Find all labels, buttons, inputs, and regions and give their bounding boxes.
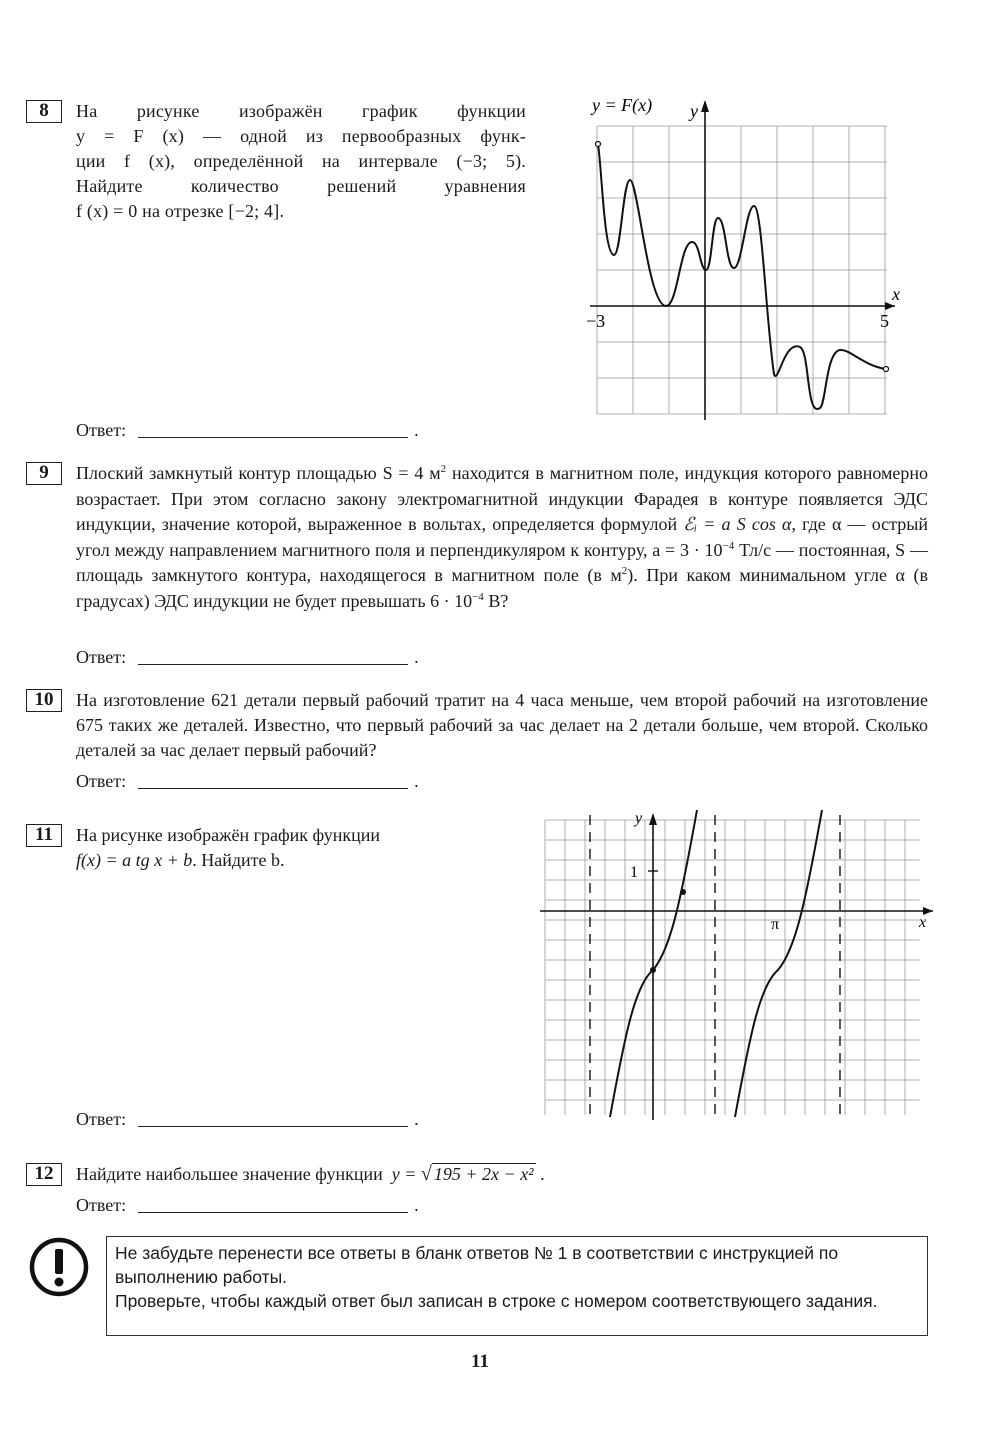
task-11-asymptotes bbox=[590, 815, 840, 1120]
task-12-prompt: Найдите наибольшее значение функции bbox=[76, 1164, 383, 1184]
answer-row-12 bbox=[76, 1193, 419, 1218]
task-11-text bbox=[76, 823, 476, 873]
task-12-formula-end: . bbox=[540, 1164, 545, 1184]
task-8-line-5: f (x) = 0 на отрезке [−2; 4]. bbox=[76, 201, 285, 221]
task-8-tick-5: 5 bbox=[880, 311, 889, 331]
answer-row-8 bbox=[76, 418, 419, 443]
answer-field-11[interactable] bbox=[138, 1108, 408, 1127]
task-9-sup-c: −4 bbox=[722, 539, 735, 552]
task-9-formula: ℰᵢ = a S cos α bbox=[683, 514, 792, 534]
task-number-8: 8 bbox=[26, 100, 62, 123]
task-11-branch-right bbox=[735, 810, 822, 1117]
task-8-graph-title: y = F(x) bbox=[592, 95, 653, 115]
task-11-tick-pi: π bbox=[771, 916, 780, 933]
task-8-grid bbox=[597, 126, 887, 414]
answer-end-11: . bbox=[414, 1109, 419, 1129]
task-10-paragraph: На изготовление 621 детали первый рабочий тратит на 4 часа меньше, чем второй рабочий на изготовление 675 таких же деталей. Известно, что первый рабочий за час делает на 2 детали больше, чем второй. Сколько деталей за час делает первый рабочий? bbox=[76, 690, 928, 760]
answer-label-12: Ответ: bbox=[76, 1195, 127, 1215]
task-9-text bbox=[76, 461, 928, 614]
task-10-text bbox=[76, 688, 928, 763]
answer-label-9: Ответ: bbox=[76, 647, 127, 667]
answer-row-11 bbox=[76, 1107, 419, 1132]
task-11-line-2-end: . Найдите b. bbox=[192, 850, 285, 870]
task-11-tick-1: 1 bbox=[630, 864, 638, 881]
task-number-11: 11 bbox=[26, 824, 62, 847]
page-number: 11 bbox=[471, 1351, 489, 1372]
task-9-part-d: Тл/с — постоянная, S — площадь замкнутого контура, находящегося в магнитном поле (в м bbox=[76, 539, 928, 585]
task-9-sup-a: 2 bbox=[440, 463, 447, 475]
task-8-open-point-right bbox=[884, 367, 889, 372]
task-8-line-1: На рисунке изображён график функции bbox=[76, 101, 526, 121]
task-8-y-arrow-icon bbox=[701, 100, 709, 112]
answer-end-8: . bbox=[414, 420, 419, 440]
task-11-point-intercept bbox=[650, 967, 656, 973]
task-8-line-4: Найдите количество решений уравнения bbox=[76, 176, 526, 196]
task-8-curve bbox=[598, 144, 886, 409]
task-12-text: Найдите наибольшее значение функции y = √ 195 + 2x − x² . bbox=[76, 1163, 545, 1185]
task-number-12: 12 bbox=[26, 1163, 62, 1186]
task-11-line-1: На рисунке изображён график функции bbox=[76, 825, 381, 845]
task-9-sup-d: 2 bbox=[621, 565, 628, 577]
answer-end-12: . bbox=[414, 1195, 419, 1215]
note-line-2: Проверьте, чтобы каждый ответ был записан в строке с номером соответствующего задания. bbox=[115, 1291, 878, 1311]
task-12-formula-left: y = bbox=[391, 1164, 421, 1184]
task-8-y-label: y bbox=[690, 101, 698, 121]
answer-end-9: . bbox=[414, 647, 419, 667]
answer-field-10[interactable] bbox=[138, 770, 408, 789]
answer-label-8: Ответ: bbox=[76, 420, 127, 440]
note-line-1: Не забудьте перенести все ответы в бланк ответов № 1 в соответствии с инструкцией по выполнению работы. bbox=[115, 1243, 839, 1287]
task-number-10: 10 bbox=[26, 689, 62, 712]
task-11-y-label: y bbox=[635, 810, 643, 827]
answer-label-10: Ответ: bbox=[76, 771, 127, 791]
task-8-line-3: ции f (x), определённой на интервале (−3; 5). bbox=[76, 151, 526, 171]
task-9-part-f: В? bbox=[483, 590, 509, 611]
exclamation-circle-icon bbox=[28, 1236, 90, 1298]
task-8-x-label: x bbox=[892, 284, 900, 304]
answer-field-12[interactable] bbox=[138, 1194, 408, 1213]
task-8-text bbox=[76, 99, 526, 224]
task-11-graph bbox=[535, 805, 940, 1125]
task-9-part-a: Плоский замкнутый контур площадью S = 4 м bbox=[76, 463, 441, 483]
task-11-y-arrow-icon bbox=[649, 813, 657, 825]
answer-field-8[interactable] bbox=[138, 419, 408, 438]
task-9-part-e: ). При каком минимальном угле α (в градусах) ЭДС индукции не будет превышать 6 · 10 bbox=[76, 565, 928, 611]
task-8-open-point-left bbox=[596, 142, 601, 147]
task-11-x-label: x bbox=[919, 914, 927, 931]
task-11-grid bbox=[545, 820, 920, 1115]
task-9-part-b: находится в магнитном поле, индукция которого равномерно возрастает. При этом согласно закону электромагнитной индукции Фарадея в контуре появляется ЭДС индукции, значение которой, выраженное в вольтах, определяется формулой bbox=[76, 463, 928, 534]
task-number-9: 9 bbox=[26, 462, 62, 485]
answer-end-10: . bbox=[414, 771, 419, 791]
answer-label-11: Ответ: bbox=[76, 1109, 127, 1129]
task-8-line-2: y = F (x) — одной из первообразных функ- bbox=[76, 126, 526, 146]
answer-field-9[interactable] bbox=[138, 646, 408, 665]
answer-row-9 bbox=[76, 645, 419, 670]
task-9-part-c: , где α — острый угол между направлением магнитного поля и перпендикуляром к контуру, a = 3 · 10 bbox=[76, 514, 928, 560]
task-8-graph bbox=[580, 90, 910, 425]
task-9-sup-e: −4 bbox=[472, 590, 484, 603]
task-8-tick-minus3: −3 bbox=[586, 311, 606, 331]
answer-row-10 bbox=[76, 769, 419, 794]
task-11-point-quarter-pi bbox=[680, 889, 686, 895]
reminder-note bbox=[106, 1236, 928, 1336]
task-11-formula: f(x) = a tg x + b bbox=[76, 850, 193, 870]
task-12-radicand: 195 + 2x − x² bbox=[433, 1164, 534, 1184]
